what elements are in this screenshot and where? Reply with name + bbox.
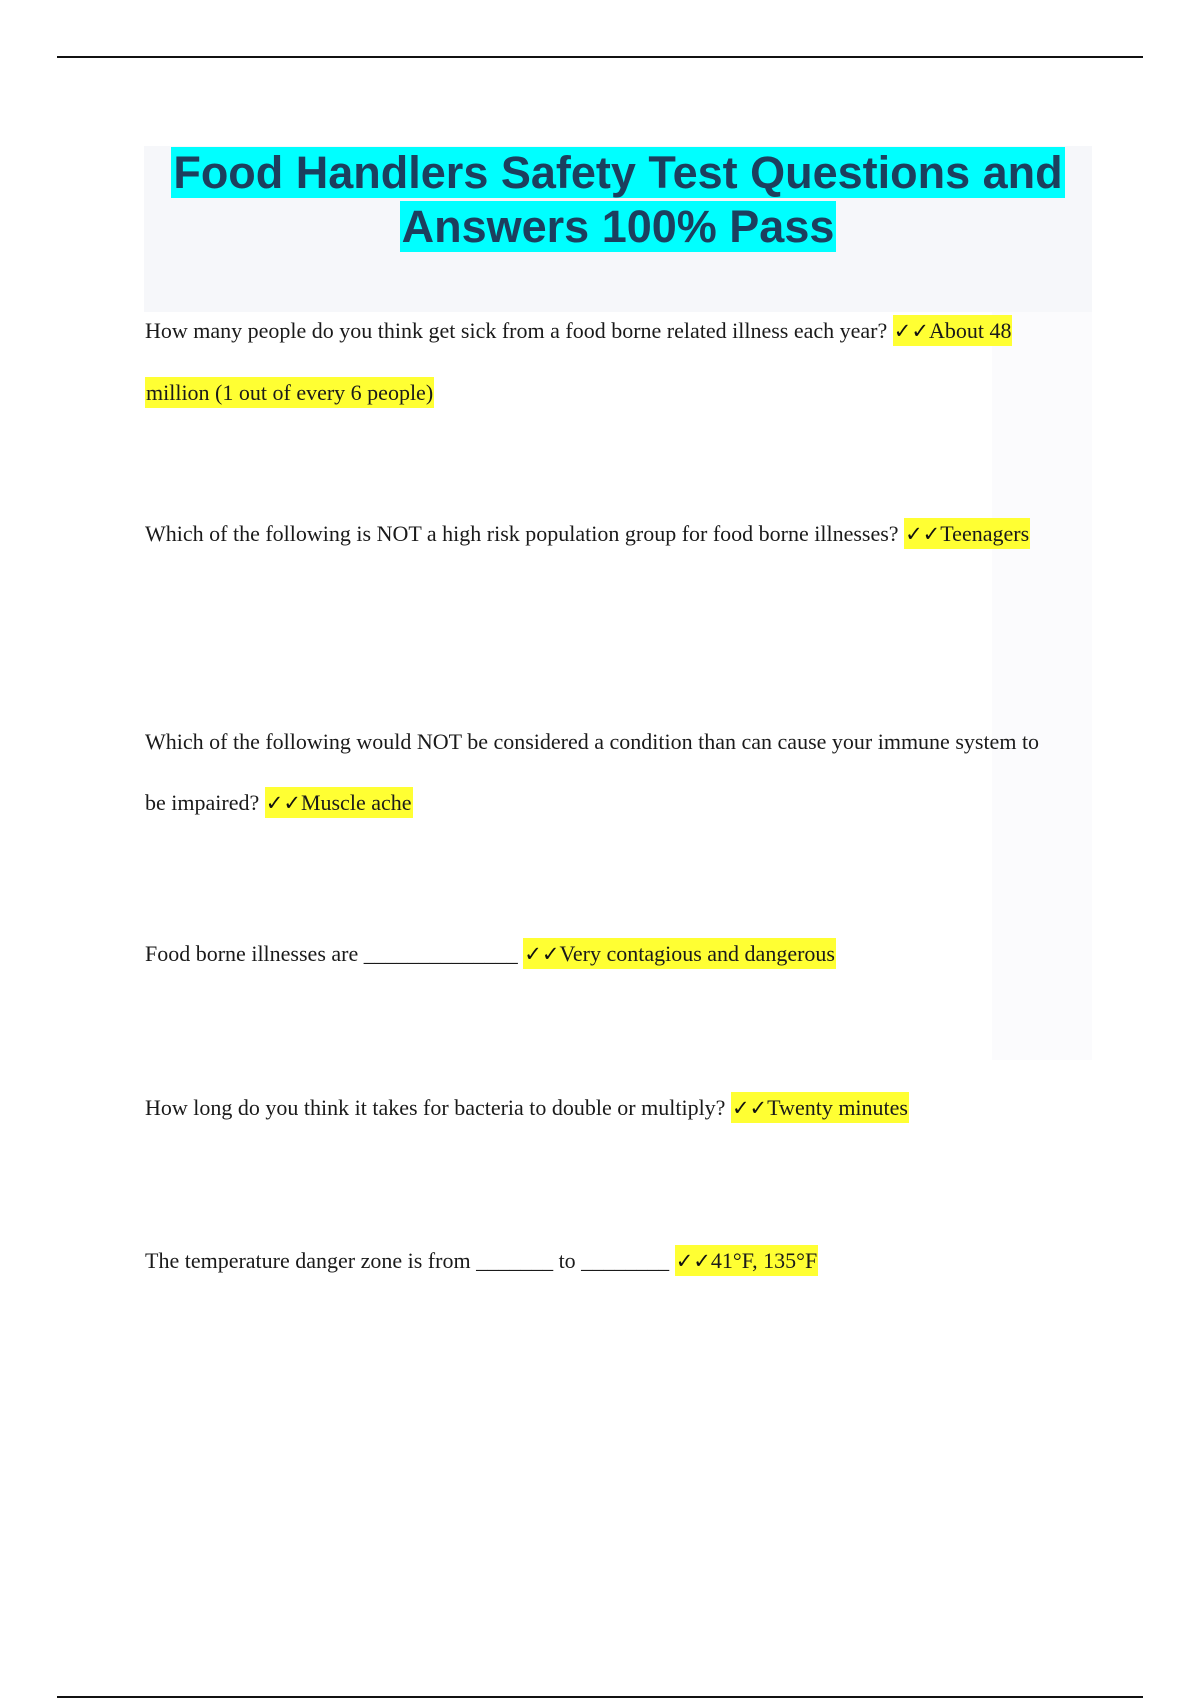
answer-text: 41°F, 135°F <box>710 1248 818 1273</box>
answer-text: Muscle ache <box>300 790 412 815</box>
check-icon: ✓✓ <box>265 791 301 815</box>
question-text: How many people do you think get sick from a food borne related illness each year? <box>145 318 888 343</box>
qa-item-3 <box>145 711 1065 834</box>
qa-item-4 <box>145 923 1065 985</box>
answer-highlight <box>265 787 413 818</box>
answer-highlight <box>731 1092 909 1123</box>
question-text: Food borne illnesses are ______________ <box>145 941 518 966</box>
question-text: Which of the following would NOT be considered a condition than can cause your immune system to be impaired? <box>145 729 1040 815</box>
answer-text: About 48 million (1 out of every 6 people) <box>146 318 1012 405</box>
qa-item-6 <box>145 1230 1065 1292</box>
check-icon: ✓✓ <box>731 1096 768 1120</box>
qa-item-1 <box>145 300 1065 423</box>
qa-item-5 <box>145 1077 1065 1139</box>
answer-highlight <box>904 518 1030 549</box>
answer-highlight <box>523 938 836 969</box>
answer-highlight <box>675 1245 819 1276</box>
check-icon: ✓✓ <box>893 319 929 343</box>
question-text: The temperature danger zone is from _______ to ________ <box>145 1248 670 1273</box>
answer-text: Very contagious and dangerous <box>559 941 835 966</box>
answer-text: Teenagers <box>940 521 1030 546</box>
answer-text: Twenty minutes <box>767 1095 908 1120</box>
question-text: Which of the following is NOT a high risk population group for food borne illnesses? <box>145 521 899 546</box>
check-icon: ✓✓ <box>675 1249 711 1273</box>
question-text: How long do you think it takes for bacteria to double or multiply? <box>145 1095 726 1120</box>
check-icon: ✓✓ <box>905 522 941 546</box>
document-title <box>144 146 1092 254</box>
title-highlight: Food Handlers Safety Test Questions and Answers 100% Pass <box>173 147 1063 252</box>
qa-item-2 <box>145 503 1065 565</box>
check-icon: ✓✓ <box>524 942 560 966</box>
top-rule <box>57 56 1143 58</box>
bottom-rule <box>57 1696 1143 1698</box>
